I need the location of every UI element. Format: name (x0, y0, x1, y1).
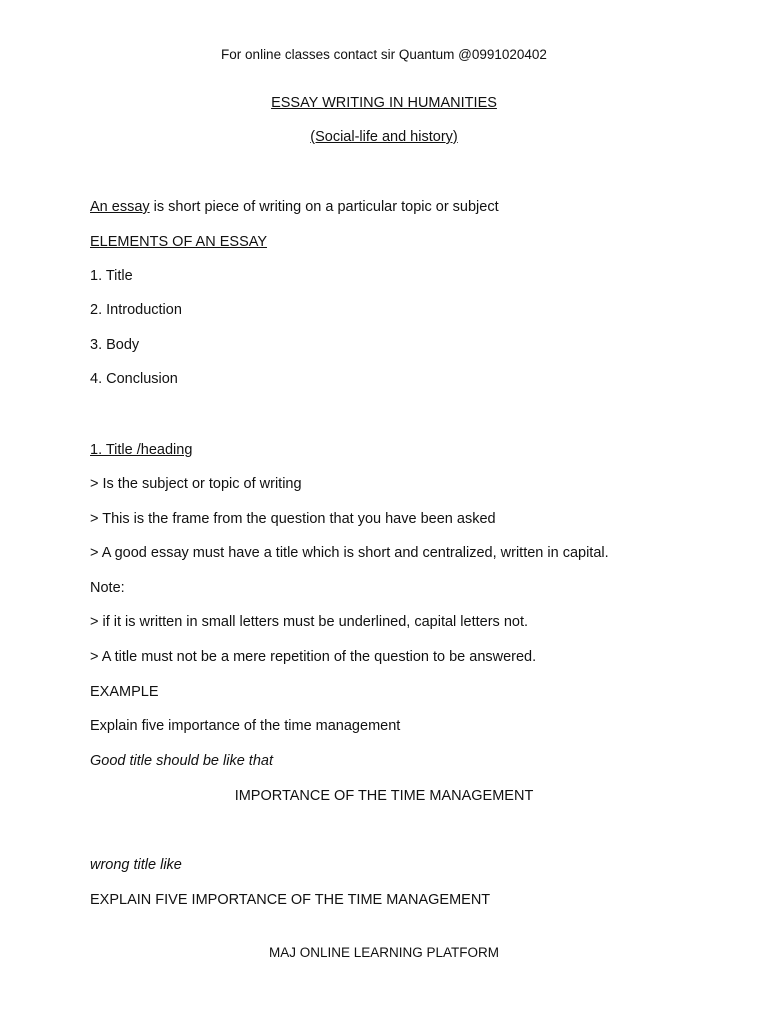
section1-heading-text: 1. Title /heading (90, 442, 193, 458)
document-title-text: ESSAY WRITING IN HUMANITIES (271, 95, 497, 111)
example-label: EXAMPLE (90, 684, 159, 700)
element-item: 3. Body (90, 337, 140, 353)
document-subtitle-text: (Social-life and history) (310, 129, 458, 145)
definition-text: is short piece of writing on a particular topic or subject (149, 199, 499, 215)
note-colon: : (120, 580, 125, 596)
document-subtitle (0, 128, 768, 146)
wrong-title-example: EXPLAIN FIVE IMPORTANCE OF THE TIME MANAGEMENT (90, 892, 491, 908)
header-contact: For online classes contact sir Quantum @0991020402 (221, 47, 547, 62)
example-question: Explain five importance of the time management (90, 718, 401, 734)
good-title-example: IMPORTANCE OF THE TIME MANAGEMENT (234, 788, 534, 804)
title-point: > Is the subject or topic of writing (90, 476, 302, 492)
note-point: > A title must not be a mere repetition of the question to be answered. (90, 649, 537, 665)
element-item: 2. Introduction (90, 302, 182, 318)
title-point: > This is the frame from the question that you have been asked (90, 511, 496, 527)
section1-heading (90, 441, 192, 459)
good-title-label: Good title should be like that (90, 753, 273, 769)
footer-platform: MAJ ONLINE LEARNING PLATFORM (268, 945, 500, 960)
elements-heading-text: ELEMENTS OF AN ESSAY (90, 234, 268, 250)
document-title (0, 94, 768, 112)
title-point: > A good essay must have a title which is short and centralized, written in capital. (90, 545, 609, 561)
note-point: > if it is written in small letters must be underlined, capital letters not. (90, 614, 529, 630)
note-label-text: Note (90, 580, 121, 596)
definition-term: An essay (90, 199, 150, 215)
element-item: 4. Conclusion (90, 371, 178, 387)
elements-heading (90, 233, 267, 251)
wrong-title-label: wrong title like (90, 857, 182, 873)
element-item: 1. Title (90, 268, 133, 284)
note-label (90, 579, 125, 597)
essay-definition (90, 198, 499, 216)
